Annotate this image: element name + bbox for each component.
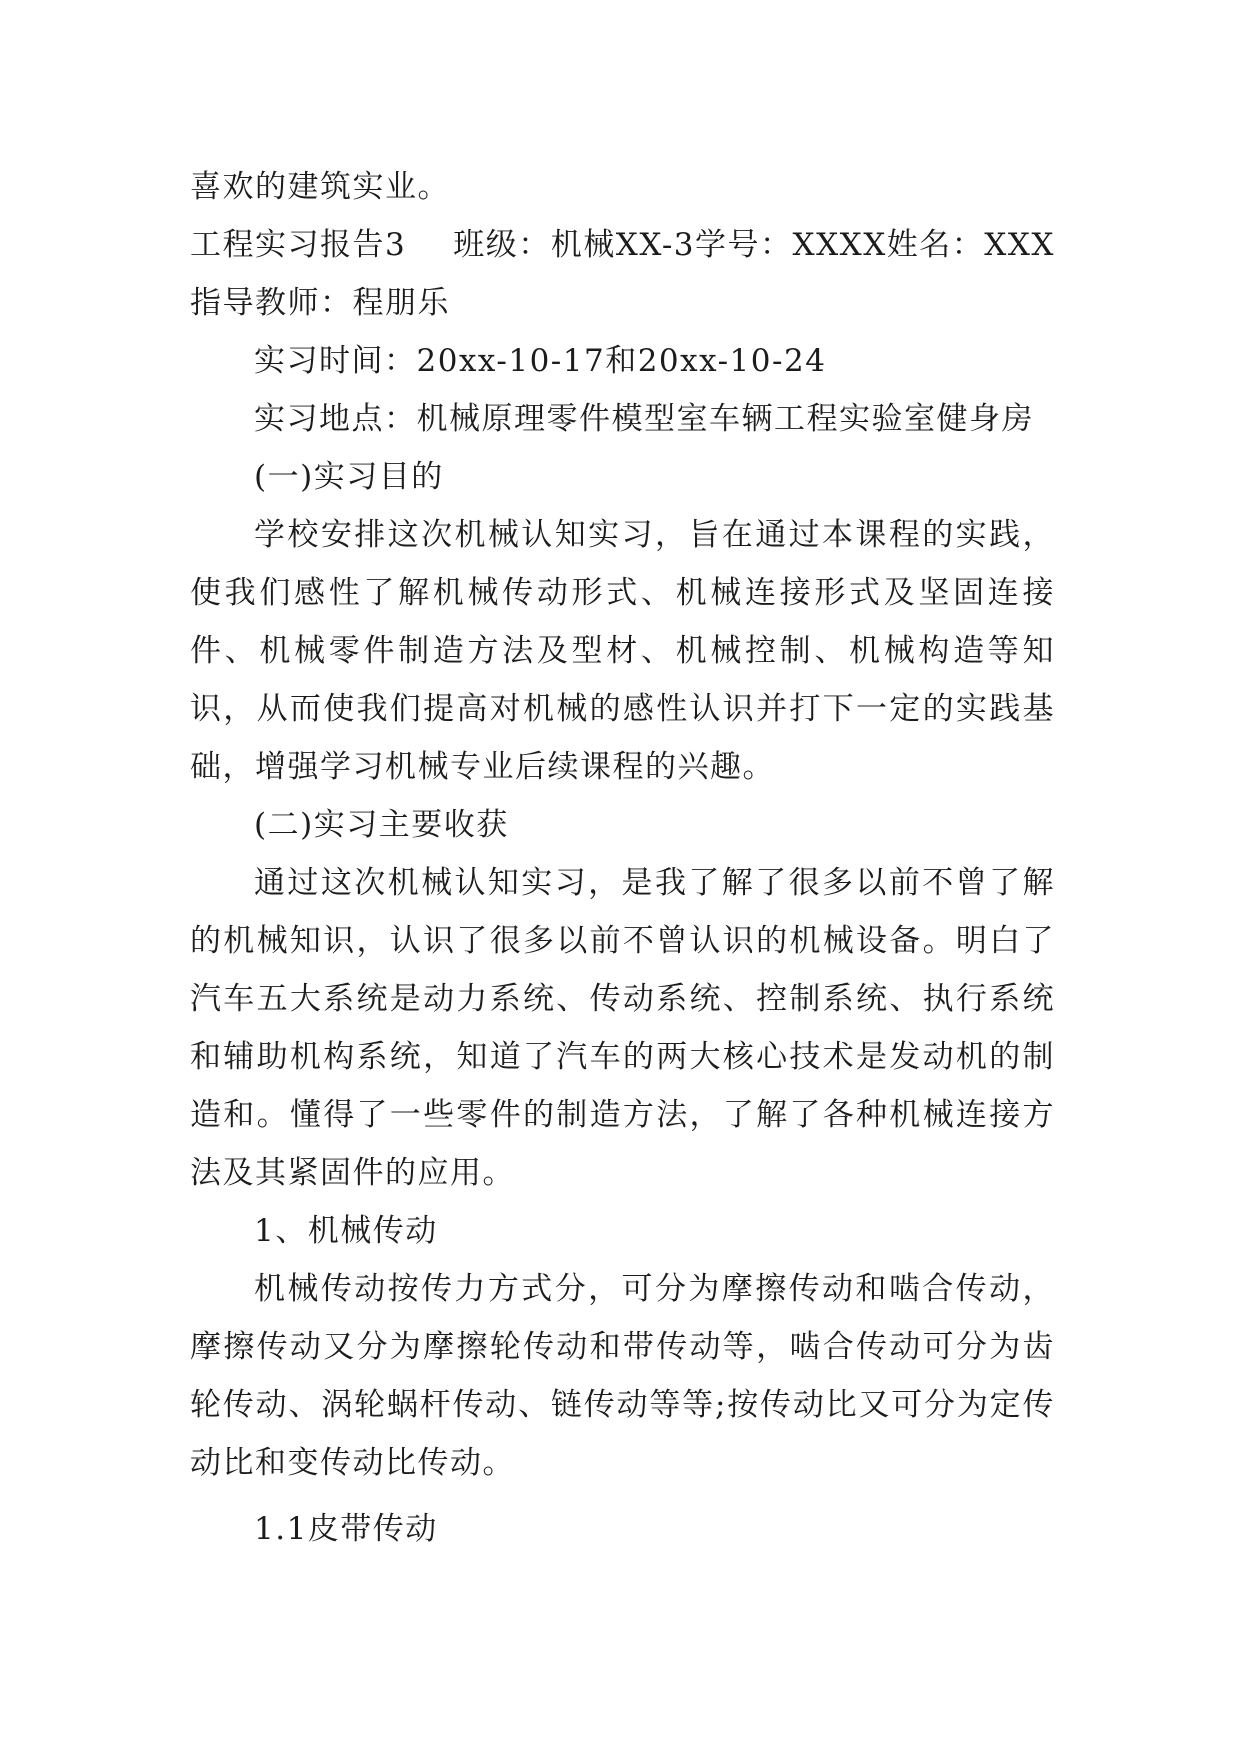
advisor-line: 指导教师：程朋乐 bbox=[190, 285, 450, 321]
section-heading-purpose: (一)实习目的 bbox=[254, 459, 444, 495]
subsection-heading-mechanical-transmission: 1、机械传动 bbox=[254, 1213, 438, 1249]
section-body-purpose: 学校安排这次机械认知实习，旨在通过本课程的实践，使我们感性了解机械传动形式、机械连接形式及坚固连接件、机械零件制造方法及型材、机械控制、机械构造等知识，从而使我们提高对机械的感性认识并打下一定的实践基础，增强学习机械专业后续课程的兴趣。 bbox=[190, 517, 1055, 785]
document-body bbox=[190, 158, 1055, 1558]
opening-line: 喜欢的建筑实业。 bbox=[190, 169, 450, 205]
report-header-line bbox=[190, 216, 1055, 274]
class-info: 班级：机械XX-3学号：XXXX姓名：XXX bbox=[453, 227, 1055, 263]
internship-time: 实习时间：20xx-10-17和20xx-10-24 bbox=[254, 343, 827, 379]
section-heading-gains: (二)实习主要收获 bbox=[254, 807, 509, 843]
subsection-heading-belt-transmission: 1.1皮带传动 bbox=[254, 1511, 438, 1547]
report-title: 工程实习报告3 bbox=[190, 227, 407, 263]
section-body-gains: 通过这次机械认知实习，是我了解了很多以前不曾了解的机械知识，认识了很多以前不曾认识的机械设备。明白了汽车五大系统是动力系统、传动系统、控制系统、执行系统和辅助机构系统，知道了汽车的两大核心技术是发动机的制造和。懂得了一些零件的制造方法，了解了各种机械连接方法及其紧固件的应用。 bbox=[190, 865, 1055, 1191]
internship-location: 实习地点：机械原理零件模型室车辆工程实验室健身房 bbox=[254, 401, 1034, 437]
subsection-body-mechanical-transmission: 机械传动按传力方式分，可分为摩擦传动和啮合传动，摩擦传动又分为摩擦轮传动和带传动等，啮合传动可分为齿轮传动、涡轮蜗杆传动、链传动等等;按传动比又可分为定传动比和变传动比传动。 bbox=[190, 1271, 1055, 1481]
